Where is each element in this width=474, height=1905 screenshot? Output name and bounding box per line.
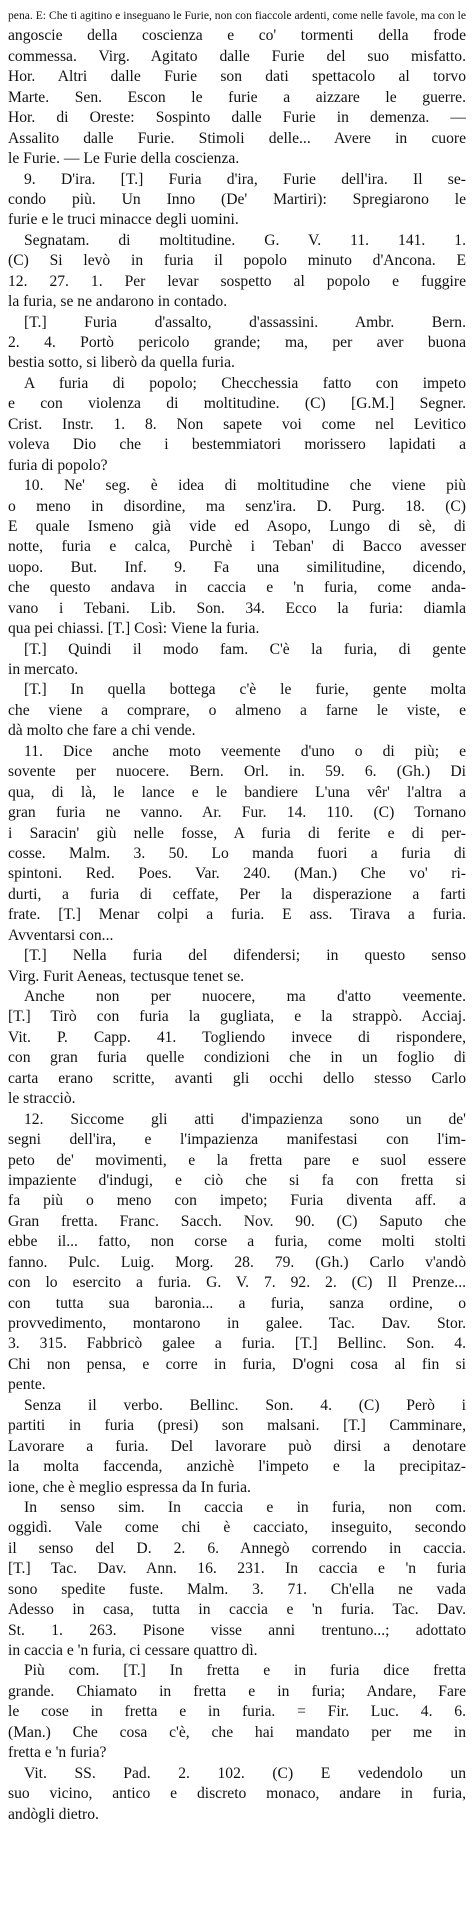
text-line: carta erano scritte, avanti gli occhi dello stesso Carlo	[8, 1069, 466, 1087]
text-line: le Furie. — Le Furie della coscienza.	[8, 150, 240, 168]
text-line: bestia sotto, si liberò da quella furia.	[8, 354, 235, 372]
text-line: ebbe il... fatto, non corse a furia, come molti stolti	[8, 1233, 466, 1251]
text-line: [T.] Tac. Dav. Ann. 16. 231. In caccia e 'n furia	[8, 1560, 466, 1578]
text-line: che questo andava in caccia e 'n furia, come anda-	[8, 579, 466, 597]
text-line: Marte. Sen. Escon le furie a aizzare le guerre.	[8, 88, 466, 106]
text-line: Chi non pensa, e corre in furia, D'ogni cosa al fin si	[8, 1355, 466, 1373]
text-line: commessa. Virg. Agitato dalle Furie del suo misfatto.	[8, 47, 466, 65]
text-line: Virg. Furit Aeneas, tectusque tenet se.	[8, 967, 245, 985]
text-line: grande. Chiamato in fretta e in furia; Andare, Fare	[8, 1682, 466, 1700]
text-line: A furia di popolo; Checchessia fatto con impeto	[24, 374, 466, 392]
text-line: pente.	[8, 1376, 46, 1394]
text-line: frate. [T.] Menar colpi a furia. E ass. Tirava a furia.	[8, 906, 466, 924]
text-line: Anche non per nuocere, ma d'atto veemente.	[24, 988, 466, 1005]
text-line: qua pei chiassi. [T.] Così: Viene la furia.	[8, 620, 260, 638]
text-line: uopo. But. Inf. 9. Fa una similitudine, dicendo,	[8, 558, 466, 576]
text-line: la molta faccenda, anzichè l'impeto e la precipitaz-	[8, 1458, 466, 1476]
text-line: Crist. Instr. 1. 8. Non sapete voi come nel Levitico	[8, 415, 466, 433]
text-line: notte, furia e calca, Purchè i Teban' di Bacco avesser	[8, 538, 466, 556]
text-line: Più com. [T.] In fretta e in furia dice fretta	[24, 1662, 466, 1680]
text-line: durti, a furia di ceffate, Per la disperazione a farti	[8, 885, 466, 903]
text-line: con lo esercito a furia. G. V. 7. 92. 2. (C) Il Prenze...	[8, 1274, 466, 1292]
text-line: (C) Si levò in furia il popolo minuto d'Ancona. E	[8, 252, 466, 270]
text-line: fretta e 'n furia?	[8, 1744, 107, 1762]
text-line: Vit. P. Capp. 41. Togliendo invece di rispondere,	[8, 1028, 466, 1046]
text-line: 2. 4. Portò pericolo grande; ma, per aver buona	[8, 334, 466, 351]
text-line: qua, di là, le lance e le bandiere L'una vêr' l'altra a	[8, 783, 466, 801]
text-line: [T.] Tirò con furia la gugliata, e la strappò. Acciaj.	[8, 1008, 466, 1026]
text-line: le cose in fretta e in furia. = Fir. Luc. 4. 6.	[8, 1703, 466, 1721]
text-line: le stracciò.	[8, 1090, 76, 1108]
text-line: in caccia e 'n furia, ci cessare quattro dì.	[8, 1642, 258, 1659]
text-line: la furia, se ne andarono in contado.	[8, 293, 228, 311]
text-line: [T.] Furia d'assalto, d'assassini. Ambr. Bern.	[24, 313, 466, 331]
text-line: Assalito dalle Furie. Stimoli delle... Avere in cuore	[8, 129, 466, 147]
text-line: Lavorare a furia. Del lavorare può dirsi a denotare	[8, 1437, 466, 1455]
text-line: Adesso in casa, tutta in caccia e 'n furia. Tac. Dav.	[8, 1601, 466, 1619]
text-line: [T.] In quella bottega c'è le furie, gente molta	[24, 681, 466, 699]
text-line: 9. D'ira. [T.] Furia d'ira, Furie dell'ira. Il se-	[24, 170, 466, 188]
text-line: che viene a comprare, o almeno a farne le viste, e	[8, 701, 466, 719]
text-line: furie e le truci minacce degli uomini.	[8, 211, 239, 229]
text-line: il senso del D. 2. 6. Annegò correndo in caccia.	[8, 1539, 466, 1557]
text-line: con gran furia quelle condizioni che in un foglio di	[8, 1049, 466, 1067]
text-line: 10. Ne' seg. è idea di moltitudine che viene più	[24, 477, 466, 495]
text-line: ione, che è meglio espressa da In furia.	[8, 1478, 251, 1496]
text-line: impaziente d'indugi, e ciò che si fa con fretta si	[8, 1171, 466, 1189]
text-line: oggidì. Vale come chi è cacciato, inseguito, secondo	[8, 1519, 466, 1537]
entry-text-column	[8, 6, 466, 1825]
text-line: andògli dietro.	[8, 1805, 99, 1823]
text-line: Segnatam. di moltitudine. G. V. 11. 141. 1.	[24, 231, 466, 249]
text-line: fanno. Pulc. Luig. Morg. 28. 79. (Gh.) Carlo v'andò	[8, 1253, 466, 1271]
text-line: E quale Ismeno già vide ed Asopo, Lungo di sè, di	[8, 517, 466, 535]
text-line: sono spedite fuste. Malm. 3. 71. Ch'ella ne vada	[8, 1580, 466, 1598]
text-line: In senso sim. In caccia e in furia, non com.	[24, 1498, 466, 1516]
text-line: voleva Dio che i bestemmiatori morissero lapidati a	[8, 436, 466, 454]
text-line: (Man.) Che cosa c'è, che hai mandato per me in	[8, 1723, 466, 1741]
text-line: pena. E: Che ti agitino e inseguano le Furie, non con fiaccole ardenti, come nelle favole, ma con le	[8, 9, 466, 22]
text-line: fa più o meno con impeto; Furia diventa aff. a	[8, 1192, 466, 1210]
text-line: vano i Tebani. Lib. Son. 34. Ecco la furia: diamla	[8, 599, 466, 617]
text-line: e con violenza di moltitudine. (C) [G.M.] Segner.	[8, 395, 466, 413]
text-line: condo più. Un Inno (De' Martiri): Spregiarono le	[8, 190, 466, 208]
text-line: [T.] Quindi il modo fam. C'è la furia, di gente	[24, 640, 466, 658]
text-line: 3. 315. Fabbricò galee a furia. [T.] Bellinc. Son. 4.	[8, 1335, 466, 1353]
text-line: provvedimento, montarono in galee. Tac. Dav. Stor.	[8, 1315, 466, 1332]
text-line: cosse. Malm. 3. 50. Lo manda fuori a furia di	[8, 844, 466, 862]
text-line: o meno in disordine, ma senz'ira. D. Purg. 18. (C)	[8, 497, 466, 515]
text-line: [T.] Nella furia del difendersi; in questo senso	[24, 947, 466, 965]
text-line: i Saracin' giù nelle fosse, A furia di ferite e di per-	[8, 824, 466, 842]
text-line: St. 1. 263. Pisone visse anni trentuno...; adottato	[8, 1621, 466, 1639]
text-line: Gran fretta. Franc. Sacch. Nov. 90. (C) Saputo che	[8, 1212, 466, 1230]
text-line: segni dell'ira, e l'impazienza manifestasi con l'im-	[8, 1131, 466, 1149]
text-line: gran furia ne vanno. Ar. Fur. 14. 110. (C) Tornano	[8, 804, 466, 822]
text-line: peto de' movimenti, e la fretta pare e suol essere	[8, 1151, 466, 1169]
text-line: con tutta sua baronia... a furia, sanza ordine, o	[8, 1294, 466, 1312]
text-line: in mercato.	[8, 661, 79, 678]
text-line: Hor. Altri dalle Furie son dati spettacolo al torvo	[8, 68, 466, 86]
text-line: partiti in furia (presi) son malsani. [T.] Camminare,	[8, 1417, 466, 1435]
text-line: dà molto che fare a chi vende.	[8, 722, 196, 740]
text-line: Avventarsi con...	[8, 926, 114, 944]
text-line: Senza il verbo. Bellinc. Son. 4. (C) Però i	[24, 1396, 466, 1414]
text-line: Hor. di Oreste: Sospinto dalle Furie in demenza. —	[8, 109, 466, 127]
text-line: spintoni. Red. Poes. Var. 240. (Man.) Che vo' ri-	[8, 865, 466, 883]
text-line: 12. Siccome gli atti d'impazienza sono un de'	[24, 1110, 466, 1128]
text-line: sovente per nuocere. Bern. Orl. in. 59. 6. (Gh.) Di	[8, 763, 466, 781]
text-line: furia di popolo?	[8, 456, 108, 474]
text-line: 11. Dice anche moto veemente d'uno o di più; e	[24, 742, 466, 760]
text-line: angoscie della coscienza e co' tormenti della frode	[8, 27, 466, 45]
text-line: 12. 27. 1. Per levar sospetto al popolo e fuggire	[8, 272, 466, 290]
text-line: Vit. SS. Pad. 2. 102. (C) E vedendolo un	[24, 1764, 466, 1782]
text-line: suo vicino, antico e discreto monaco, andare in furia,	[8, 1785, 466, 1803]
